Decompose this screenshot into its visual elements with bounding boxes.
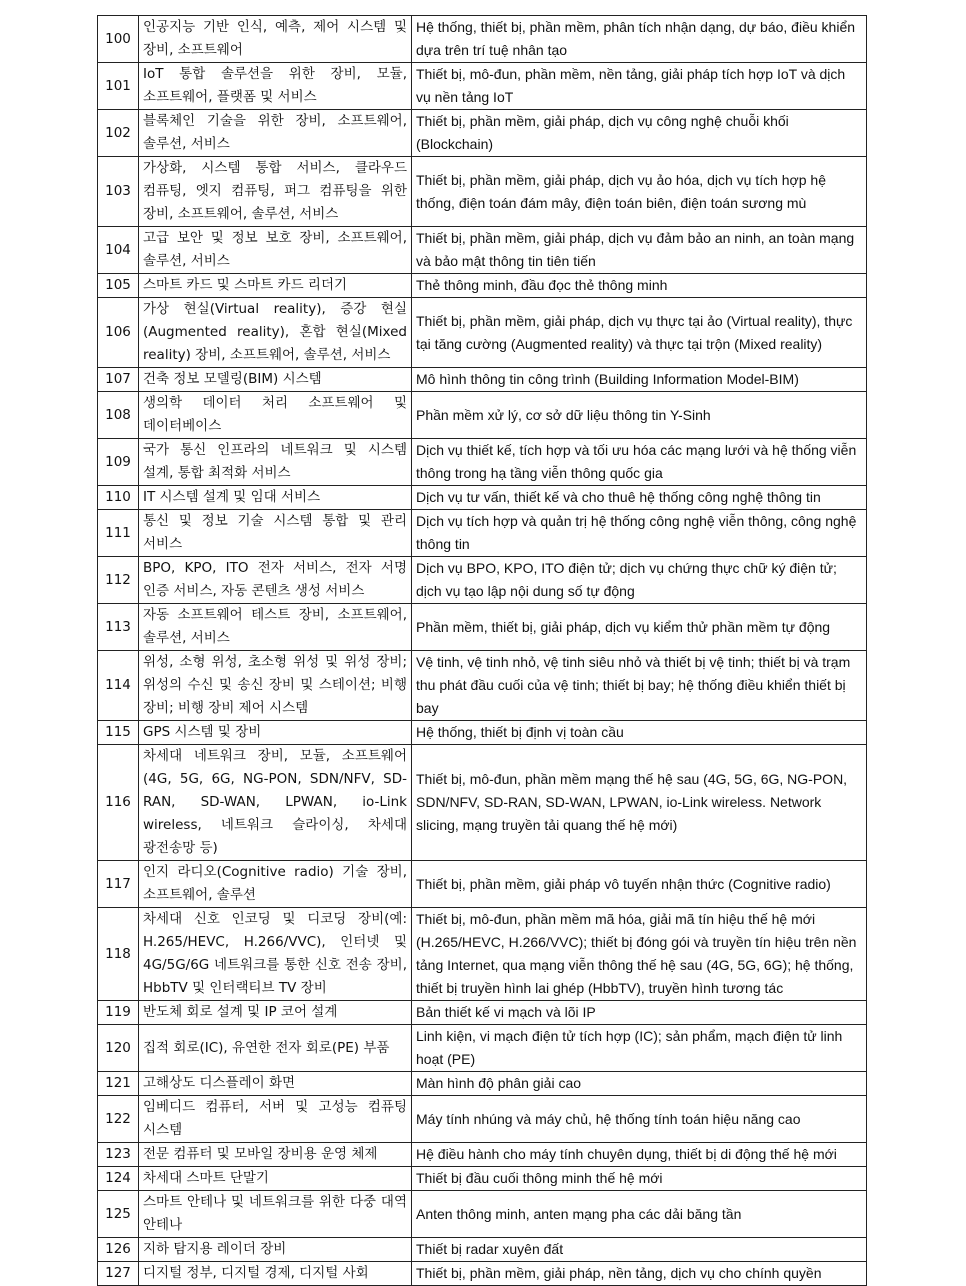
table-row [98, 745, 867, 861]
row-number: 125 [98, 1191, 139, 1238]
vietnamese-description: Màn hình độ phân giải cao [412, 1072, 867, 1096]
korean-description: 건축 정보 모델링(BIM) 시스템 [139, 368, 412, 392]
vietnamese-description: Thiết bị, phần mềm, giải pháp, dịch vụ thực tại ảo (Virtual reality), thực tại tăng cường (Augmented reality) và thực tại trộn (Mixed reality) [412, 298, 867, 368]
table-row [98, 16, 867, 63]
row-number: 116 [98, 745, 139, 861]
row-number: 110 [98, 486, 139, 510]
korean-description: 인지 라디오(Cognitive radio) 기술 장비, 소프트웨어, 솔루션 [139, 861, 412, 908]
korean-description: IoT 통합 솔루션을 위한 장비, 모듈, 소프트웨어, 플랫폼 및 서비스 [139, 63, 412, 110]
korean-description: 고해상도 디스플레이 화면 [139, 1072, 412, 1096]
row-number: 102 [98, 110, 139, 157]
vietnamese-description: Thiết bị đầu cuối thông minh thế hệ mới [412, 1167, 867, 1191]
table-row [98, 1072, 867, 1096]
vietnamese-description: Dịch vụ BPO, KPO, ITO điện tử; dịch vụ chứng thực chữ ký điện tử; dịch vụ tạo lập nội dung số tự động [412, 557, 867, 604]
row-number: 109 [98, 439, 139, 486]
vietnamese-description: Dịch vụ tư vấn, thiết kế và cho thuê hệ thống công nghệ thông tin [412, 486, 867, 510]
vietnamese-description: Hệ thống, thiết bị, phần mềm, phân tích nhận dạng, dự báo, điều khiển dựa trên trí tuệ nhân tạo [412, 16, 867, 63]
korean-description: 스마트 안테나 및 네트워크를 위한 다중 대역 안테나 [139, 1191, 412, 1238]
korean-description: 스마트 카드 및 스마트 카드 리더기 [139, 274, 412, 298]
korean-description: 디지털 정부, 디지털 경제, 디지털 사회 [139, 1262, 412, 1286]
row-number: 111 [98, 510, 139, 557]
table-row [98, 63, 867, 110]
vietnamese-description: Thiết bị, phần mềm, giải pháp, dịch vụ ảo hóa, dịch vụ tích hợp hệ thống, điện toán đám mây, điện toán biên, điện toán sương mù [412, 157, 867, 227]
row-number: 103 [98, 157, 139, 227]
korean-description: 국가 통신 인프라의 네트워크 및 시스템 설계, 통합 최적화 서비스 [139, 439, 412, 486]
table-row [98, 651, 867, 721]
vietnamese-description: Máy tính nhúng và máy chủ, hệ thống tính toán hiệu năng cao [412, 1096, 867, 1143]
table-row [98, 486, 867, 510]
table-row [98, 1096, 867, 1143]
table-row [98, 274, 867, 298]
vietnamese-description: Vệ tinh, vệ tinh nhỏ, vệ tinh siêu nhỏ và thiết bị vệ tinh; thiết bị và trạm thu phát đầu cuối của vệ tinh; thiết bị bay; hệ thống điều khiển thiết bị bay [412, 651, 867, 721]
vietnamese-description: Thiết bị, mô-đun, phần mềm mạng thế hệ sau (4G, 5G, 6G, NG-PON, SDN/NFV, SD-RAN, SD-WAN, LPWAN, io-Link wireless. Network slicing, mạng truyền tải quang thế hệ mới) [412, 745, 867, 861]
korean-description: 가상 현실(Virtual reality), 증강 현실(Augmented reality), 혼합 현실(Mixed reality) 장비, 소프트웨어, 솔루션, 서비스 [139, 298, 412, 368]
vietnamese-description: Thiết bị, phần mềm, giải pháp, dịch vụ công nghệ chuỗi khối (Blockchain) [412, 110, 867, 157]
row-number: 100 [98, 16, 139, 63]
table-row [98, 1001, 867, 1025]
vietnamese-description: Dịch vụ tích hợp và quản trị hệ thống công nghệ viễn thông, công nghệ thông tin [412, 510, 867, 557]
vietnamese-description: Linh kiện, vi mạch điện tử tích hợp (IC); sản phẩm, mạch điện tử linh hoạt (PE) [412, 1025, 867, 1072]
row-number: 108 [98, 392, 139, 439]
korean-description: GPS 시스템 및 장비 [139, 721, 412, 745]
korean-description: 위성, 소형 위성, 초소형 위성 및 위성 장비; 위성의 수신 및 송신 장비 및 스테이션; 비행 장비; 비행 장비 제어 시스템 [139, 651, 412, 721]
row-number: 126 [98, 1238, 139, 1262]
table-row [98, 227, 867, 274]
korean-description: 통신 및 정보 기술 시스템 통합 및 관리 서비스 [139, 510, 412, 557]
table-row [98, 861, 867, 908]
korean-description: 고급 보안 및 정보 보호 장비, 소프트웨어, 솔루션, 서비스 [139, 227, 412, 274]
table-row [98, 1167, 867, 1191]
row-number: 104 [98, 227, 139, 274]
vietnamese-description: Phần mềm, thiết bị, giải pháp, dịch vụ kiểm thử phần mềm tự động [412, 604, 867, 651]
row-number: 105 [98, 274, 139, 298]
table-row [98, 557, 867, 604]
equipment-list-table [97, 15, 867, 1286]
table-row [98, 1191, 867, 1238]
table-row [98, 298, 867, 368]
row-number: 114 [98, 651, 139, 721]
row-number: 115 [98, 721, 139, 745]
table-row [98, 721, 867, 745]
row-number: 120 [98, 1025, 139, 1072]
vietnamese-description: Thiết bị, phần mềm, giải pháp, dịch vụ đảm bảo an ninh, an toàn mạng và bảo mật thông tin tiên tiến [412, 227, 867, 274]
vietnamese-description: Thiết bị radar xuyên đất [412, 1238, 867, 1262]
vietnamese-description: Thiết bị, phần mềm, giải pháp vô tuyến nhận thức (Cognitive radio) [412, 861, 867, 908]
korean-description: 지하 탐지용 레이더 장비 [139, 1238, 412, 1262]
row-number: 117 [98, 861, 139, 908]
table-body [98, 16, 867, 1286]
vietnamese-description: Anten thông minh, anten mạng pha các dải băng tần [412, 1191, 867, 1238]
korean-description: 차세대 신호 인코딩 및 디코딩 장비(예: H.265/HEVC, H.266/VVC), 인터넷 및 4G/5G/6G 네트워크를 통한 신호 전송 장비, HbbTV 및 인터랙티브 TV 장비 [139, 908, 412, 1001]
row-number: 122 [98, 1096, 139, 1143]
table-row [98, 604, 867, 651]
row-number: 101 [98, 63, 139, 110]
korean-description: 차세대 스마트 단말기 [139, 1167, 412, 1191]
vietnamese-description: Bản thiết kế vi mạch và lõi IP [412, 1001, 867, 1025]
korean-description: BPO, KPO, ITO 전자 서비스, 전자 서명 인증 서비스, 자동 콘텐츠 생성 서비스 [139, 557, 412, 604]
table-row [98, 1238, 867, 1262]
table-row [98, 157, 867, 227]
table-row [98, 1025, 867, 1072]
row-number: 121 [98, 1072, 139, 1096]
korean-description: 반도체 회로 설계 및 IP 코어 설계 [139, 1001, 412, 1025]
vietnamese-description: Thiết bị, mô-đun, phần mềm mã hóa, giải mã tín hiệu thế hệ mới (H.265/HEVC, H.266/VVC); thiết bị đóng gói và truyền tín hiệu trên nền tảng Internet, qua mạng viễn thông thế hệ sau (4G, 5G, 6G); hệ thống, thiết bị truyền hình lai ghép (HbbTV), truyền hình tương tác [412, 908, 867, 1001]
korean-description: 전문 컴퓨터 및 모바일 장비용 운영 체제 [139, 1143, 412, 1167]
korean-description: 블록체인 기술을 위한 장비, 소프트웨어, 솔루션, 서비스 [139, 110, 412, 157]
table-row [98, 392, 867, 439]
korean-description: IT 시스템 설계 및 임대 서비스 [139, 486, 412, 510]
korean-description: 인공지능 기반 인식, 예측, 제어 시스템 및 장비, 소프트웨어 [139, 16, 412, 63]
korean-description: 가상화, 시스템 통합 서비스, 클라우드 컴퓨팅, 엣지 컴퓨팅, 퍼그 컴퓨팅을 위한 장비, 소프트웨어, 솔루션, 서비스 [139, 157, 412, 227]
vietnamese-description: Thiết bị, phần mềm, giải pháp, nền tảng, dịch vụ cho chính quyền [412, 1262, 867, 1286]
vietnamese-description: Mô hình thông tin công trình (Building Information Model-BIM) [412, 368, 867, 392]
row-number: 123 [98, 1143, 139, 1167]
vietnamese-description: Phần mềm xử lý, cơ sở dữ liệu thông tin Y-Sinh [412, 392, 867, 439]
table-row [98, 1143, 867, 1167]
row-number: 112 [98, 557, 139, 604]
table-row [98, 110, 867, 157]
vietnamese-description: Thẻ thông minh, đầu đọc thẻ thông minh [412, 274, 867, 298]
korean-description: 차세대 네트워크 장비, 모듈, 소프트웨어 (4G, 5G, 6G, NG-PON, SDN/NFV, SD-RAN, SD-WAN, LPWAN, io-Link wireless, 네트워크 슬라이싱, 차세대 광전송망 등) [139, 745, 412, 861]
table-row [98, 510, 867, 557]
korean-description: 집적 회로(IC), 유연한 전자 회로(PE) 부품 [139, 1025, 412, 1072]
table-row [98, 1262, 867, 1286]
row-number: 124 [98, 1167, 139, 1191]
row-number: 127 [98, 1262, 139, 1286]
korean-description: 임베디드 컴퓨터, 서버 및 고성능 컴퓨팅 시스템 [139, 1096, 412, 1143]
table-row [98, 439, 867, 486]
vietnamese-description: Hệ điều hành cho máy tính chuyên dụng, thiết bị di động thế hệ mới [412, 1143, 867, 1167]
row-number: 106 [98, 298, 139, 368]
row-number: 107 [98, 368, 139, 392]
table-row [98, 908, 867, 1001]
vietnamese-description: Dịch vụ thiết kế, tích hợp và tối ưu hóa các mạng lưới và hệ thống viễn thông trong hạ tầng viễn thông quốc gia [412, 439, 867, 486]
table-row [98, 368, 867, 392]
row-number: 119 [98, 1001, 139, 1025]
vietnamese-description: Thiết bị, mô-đun, phần mềm, nền tảng, giải pháp tích hợp IoT và dịch vụ nền tảng IoT [412, 63, 867, 110]
vietnamese-description: Hệ thống, thiết bị định vị toàn cầu [412, 721, 867, 745]
korean-description: 생의학 데이터 처리 소프트웨어 및 데이터베이스 [139, 392, 412, 439]
row-number: 113 [98, 604, 139, 651]
korean-description: 자동 소프트웨어 테스트 장비, 소프트웨어, 솔루션, 서비스 [139, 604, 412, 651]
row-number: 118 [98, 908, 139, 1001]
